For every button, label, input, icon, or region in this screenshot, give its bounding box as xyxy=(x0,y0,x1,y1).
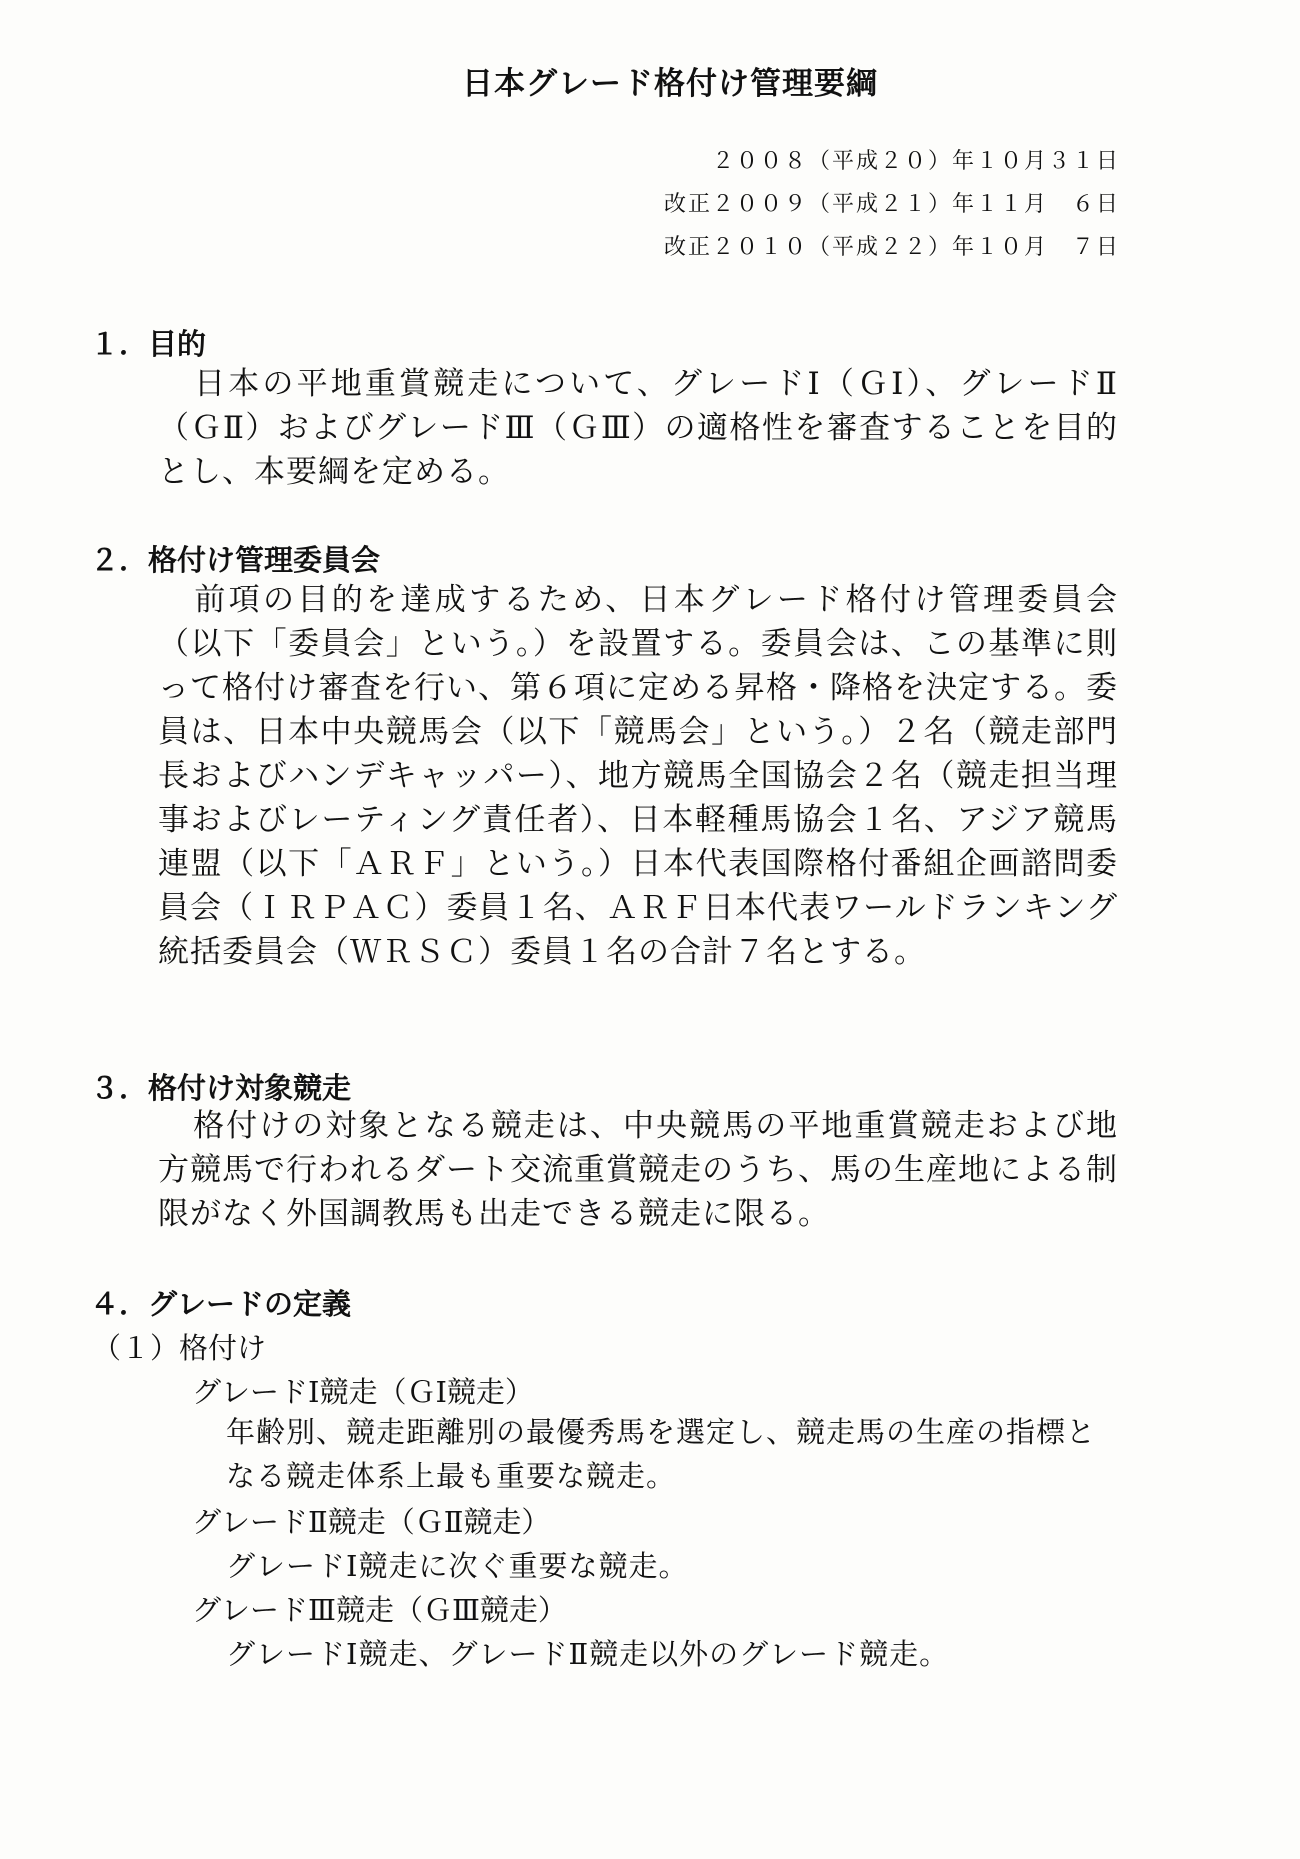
grade-3-name: グレードⅢ競走（ＧⅢ競走） xyxy=(192,1593,567,1627)
grade-1-name: グレードⅠ競走（ＧⅠ競走） xyxy=(192,1375,534,1409)
section-3-heading: ３．格付け対象競走 xyxy=(90,1071,352,1105)
section-3-body-text: 格付けの対象となる競走は、中央競馬の平地重賞競走および地方競馬で行われるダート交流重賞競走のうち、馬の生産地による制限がなく外国調教馬も出走できる競走に限る。 xyxy=(158,1108,1118,1232)
section-1-body-text: 日本の平地重賞競走について、グレードⅠ（ＧⅠ）、グレードⅡ（ＧⅡ）およびグレードⅢ（ＧⅢ）の適格性を審査することを目的とし、本要綱を定める。 xyxy=(158,366,1118,490)
section-2-body-text: 前項の目的を達成するため、日本グレード格付け管理委員会（以下「委員会」という。）を設置する。委員会は、この基準に則って格付け審査を行い、第６項に定める昇格・降格を決定する。委員は、日本中央競馬会（以下「競馬会」という。）２名（競走部門長およびハンデキャッパー）、地方競馬全国協会２名（競走担当理事およびレーティング責任者）、日本軽種馬協会１名、アジア競馬連盟（以下「ＡＲＦ」という。）日本代表国際格付番組企画諮問委員会（ＩＲＰＡＣ）委員１名、ＡＲＦ日本代表ワールドランキング統括委員会（ＷＲＳＣ）委員１名の合計７名とする。 xyxy=(158,582,1118,970)
page-title: 日本グレード格付け管理要綱 xyxy=(462,66,878,102)
grade-1-description: 年齢別、競走距離別の最優秀馬を選定し、競走馬の生産の指標となる競走体系上最も重要な競走。 xyxy=(226,1415,1097,1493)
section-4-heading: ４．グレードの定義 xyxy=(90,1287,352,1321)
date-original: ２００８（平成２０）年１０月３１日 xyxy=(711,149,1120,174)
section-3-body xyxy=(158,1104,1118,1236)
grade-3-description: グレードⅠ競走、グレードⅡ競走以外のグレード競走。 xyxy=(226,1637,950,1671)
section-4-subsection: （１）格付け xyxy=(92,1331,267,1365)
revision-dates xyxy=(664,140,1120,269)
grade-2-description: グレードⅠ競走に次ぐ重要な競走。 xyxy=(226,1549,689,1583)
section-1-heading: １．目的 xyxy=(90,327,207,361)
grade-2-name: グレードⅡ競走（ＧⅡ競走） xyxy=(192,1505,551,1539)
section-2-heading: ２．格付け管理委員会 xyxy=(90,543,381,577)
section-1-body xyxy=(158,362,1118,494)
date-revision-2010: 改正２０１０（平成２２）年１０月 ７日 xyxy=(663,235,1120,260)
section-2-body xyxy=(158,578,1118,974)
date-revision-2009: 改正２００９（平成２１）年１１月 ６日 xyxy=(663,192,1120,217)
